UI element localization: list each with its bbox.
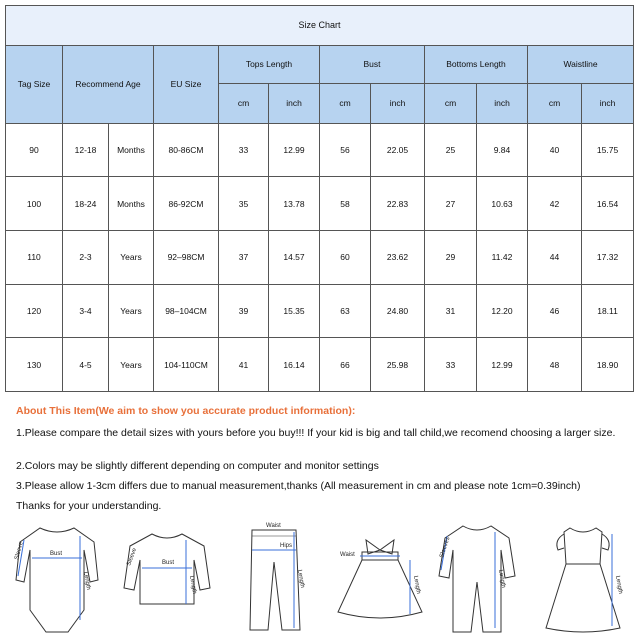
header-inch: inch: [582, 83, 634, 123]
cell-bust-in: 22.05: [371, 123, 425, 177]
cell-waist-cm: 44: [528, 230, 582, 284]
cell-eu: 104-110CM: [154, 338, 219, 392]
measurement-diagrams: [10, 520, 630, 638]
info-line-1-wrap: [16, 426, 628, 441]
cell-unit: Years: [109, 284, 154, 338]
cell-bottoms-in: 9.84: [477, 123, 528, 177]
pants-diagram-icon: [232, 520, 317, 638]
cell-bust-cm: 58: [320, 177, 371, 231]
cell-bottoms-cm: 33: [425, 338, 477, 392]
skirt-diagram-icon: [330, 520, 430, 638]
cell-eu: 92–98CM: [154, 230, 219, 284]
info-block: [16, 404, 628, 419]
table-row: [6, 338, 634, 392]
cell-bust-cm: 66: [320, 338, 371, 392]
cell-tag: 120: [6, 284, 63, 338]
cell-tops-in: 15.35: [269, 284, 320, 338]
cell-bottoms-cm: 29: [425, 230, 477, 284]
cell-waist-in: 18.90: [582, 338, 634, 392]
header-eu-size: EU Size: [154, 45, 219, 123]
cell-age: 18-24: [63, 177, 109, 231]
bodysuit-diagram-icon: [10, 520, 105, 638]
sleeve-label: Sleeve: [126, 547, 139, 567]
cell-unit: Years: [109, 230, 154, 284]
cell-eu: 80-86CM: [154, 123, 219, 177]
header-cm: cm: [425, 83, 477, 123]
header-inch: inch: [269, 83, 320, 123]
cell-unit: Months: [109, 177, 154, 231]
header-bust: Bust: [320, 45, 425, 83]
sleeve-label: Sleeve: [14, 541, 25, 561]
info-line-1: 1.Please compare the detail sizes with yours before you buy!!! If your kid is big and tall child,we recomend choosing a larger size.: [16, 427, 616, 439]
cell-bottoms-in: 12.20: [477, 284, 528, 338]
info-line-3-wrap: [16, 479, 628, 494]
cell-bottoms-cm: 31: [425, 284, 477, 338]
waist-label: Waist: [266, 523, 281, 529]
cell-tops-in: 14.57: [269, 230, 320, 284]
bust-label: Bust: [50, 551, 63, 557]
cell-waist-cm: 46: [528, 284, 582, 338]
cell-bust-cm: 60: [320, 230, 371, 284]
cell-age: 12-18: [63, 123, 109, 177]
cell-waist-cm: 40: [528, 123, 582, 177]
cell-tag: 100: [6, 177, 63, 231]
cell-waist-in: 16.54: [582, 177, 634, 231]
cell-unit: Months: [109, 123, 154, 177]
bust-label: Bust: [162, 560, 175, 566]
cell-age: 4-5: [63, 338, 109, 392]
length-label: Length: [296, 569, 306, 589]
length-label: Length: [497, 569, 507, 589]
dress-diagram-icon: [538, 520, 628, 638]
header-tops-length: Tops Length: [219, 45, 320, 83]
info-line-4-wrap: [16, 499, 628, 514]
cell-bottoms-in: 10.63: [477, 177, 528, 231]
size-chart-table: [5, 5, 634, 392]
cell-unit: Years: [109, 338, 154, 392]
cell-bust-in: 22.83: [371, 177, 425, 231]
cell-bottoms-in: 11.42: [477, 230, 528, 284]
cell-waist-cm: 48: [528, 338, 582, 392]
cell-age: 3-4: [63, 284, 109, 338]
cell-eu: 86-92CM: [154, 177, 219, 231]
table-row: [6, 177, 634, 231]
cell-bust-in: 23.62: [371, 230, 425, 284]
sleeves-label: Sleeves: [439, 536, 452, 559]
cell-bottoms-in: 12.99: [477, 338, 528, 392]
info-line-2-wrap: [16, 459, 628, 474]
about-heading: About This Item(We aim to show you accurate product information):: [16, 405, 356, 417]
header-cm: cm: [320, 83, 371, 123]
cell-age: 2-3: [63, 230, 109, 284]
cell-bust-in: 24.80: [371, 284, 425, 338]
table-row: [6, 123, 634, 177]
header-cm: cm: [528, 83, 582, 123]
cell-waist-in: 15.75: [582, 123, 634, 177]
info-line-3: 3.Please allow 1-3cm differs due to manual measurement,thanks (All measurement in cm and please note 1cm=0.39inch): [16, 480, 581, 492]
top-diagram-icon: [120, 520, 215, 638]
cell-tag: 130: [6, 338, 63, 392]
header-inch: inch: [477, 83, 528, 123]
cell-tag: 110: [6, 230, 63, 284]
cell-tops-cm: 41: [219, 338, 269, 392]
info-line-4: Thanks for your understanding.: [16, 500, 162, 512]
cell-bottoms-cm: 27: [425, 177, 477, 231]
cell-tops-cm: 33: [219, 123, 269, 177]
cell-waist-in: 17.32: [582, 230, 634, 284]
cell-tops-in: 13.78: [269, 177, 320, 231]
header-bottoms-length: Bottoms Length: [425, 45, 528, 83]
cell-waist-cm: 42: [528, 177, 582, 231]
cell-tag: 90: [6, 123, 63, 177]
length-label: Length: [82, 571, 92, 591]
table-row: [6, 284, 634, 338]
cell-bust-in: 25.98: [371, 338, 425, 392]
header-recommend-age: Recommend Age: [63, 45, 154, 123]
table-title: Size Chart: [6, 6, 634, 46]
table-row: [6, 230, 634, 284]
length-label: Length: [412, 575, 422, 595]
waist-label: Waist: [340, 552, 355, 558]
cell-tops-cm: 35: [219, 177, 269, 231]
header-inch: inch: [371, 83, 425, 123]
cell-tops-cm: 39: [219, 284, 269, 338]
romper-diagram-icon: [435, 520, 520, 638]
header-waistline: Waistline: [528, 45, 634, 83]
cell-tops-in: 12.99: [269, 123, 320, 177]
info-line-2: 2.Colors may be slightly different depending on computer and monitor settings: [16, 460, 379, 472]
cell-waist-in: 18.11: [582, 284, 634, 338]
cell-bust-cm: 56: [320, 123, 371, 177]
length-label: Length: [188, 575, 198, 595]
cell-bottoms-cm: 25: [425, 123, 477, 177]
header-tag-size: Tag Size: [6, 45, 63, 123]
hips-label: Hips: [280, 543, 293, 549]
cell-tops-cm: 37: [219, 230, 269, 284]
cell-tops-in: 16.14: [269, 338, 320, 392]
cell-eu: 98–104CM: [154, 284, 219, 338]
cell-bust-cm: 63: [320, 284, 371, 338]
length-label: Length: [614, 575, 624, 595]
header-cm: cm: [219, 83, 269, 123]
